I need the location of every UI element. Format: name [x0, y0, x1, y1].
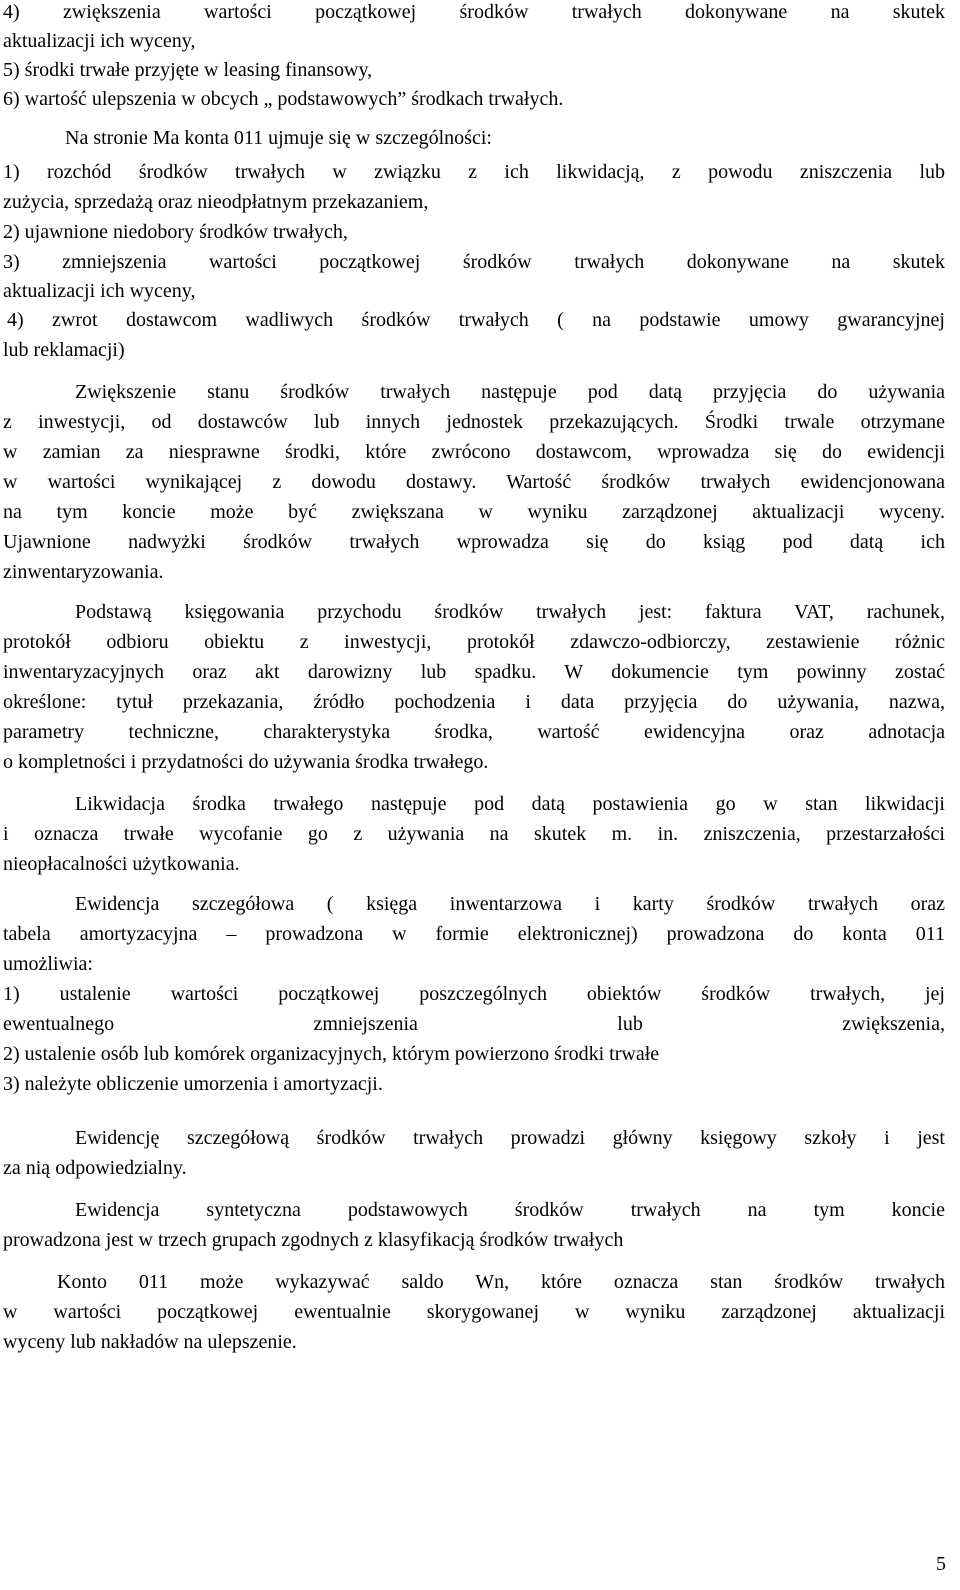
text-line: prowadzona jest w trzech grupach zgodnych z klasyfikacją środków trwałych — [3, 1229, 624, 1251]
text-line: o kompletności i przydatności do używania środka trwałego. — [3, 751, 489, 773]
text-line: Ewidencja szczegółowa ( księga inwentarzowa i karty środków trwałych oraz — [75, 893, 945, 915]
text-line: 6) wartość ulepszenia w obcych „ podstawowych” środkach trwałych. — [3, 88, 564, 110]
text-line: w zamian za niesprawne środki, które zwrócono dostawcom, wprowadza się do ewidencji — [3, 441, 945, 463]
text-line: 1) rozchód środków trwałych w związku z ich likwidacją, z powodu zniszczenia lub — [3, 161, 945, 183]
text-line: 5) środki trwałe przyjęte w leasing finansowy, — [3, 59, 373, 81]
text-line: 4) zwiększenia wartości początkowej środków trwałych dokonywane na skutek — [3, 1, 945, 23]
text-line: parametry techniczne, charakterystyka środka, wartość ewidencyjna oraz adnotacja — [3, 721, 945, 743]
text-line: protokół odbioru obiektu z inwestycji, protokół zdawczo-odbiorczy, zestawienie różnic — [3, 631, 945, 653]
text-line: ewentualnego zmniejszenia lub zwiększenia, — [3, 1013, 945, 1035]
text-line: w wartości wynikającej z dowodu dostawy. Wartość środków trwałych ewidencjonowana — [3, 471, 945, 493]
text-line: Podstawą księgowania przychodu środków trwałych jest: faktura VAT, rachunek, — [75, 601, 945, 623]
text-line: w wartości początkowej ewentualnie skorygowanej w wyniku zarządzonej aktualizacji — [3, 1301, 945, 1323]
text-line: z inwestycji, od dostawców lub innych jednostek przekazujących. Środki trwale otrzymane — [3, 411, 945, 433]
text-line: zinwentaryzowania. — [3, 561, 164, 583]
text-line: określone: tytuł przekazania, źródło pochodzenia i data przyjęcia do używania, nazwa, — [3, 691, 945, 713]
page-number: 5 — [936, 1553, 946, 1575]
text-line: wyceny lub nakładów na ulepszenie. — [3, 1331, 297, 1353]
text-line: Na stronie Ma konta 011 ujmuje się w szczególności: — [65, 127, 492, 149]
text-line: 3) zmniejszenia wartości początkowej środków trwałych dokonywane na skutek — [3, 251, 945, 273]
text-line: 3) należyte obliczenie umorzenia i amortyzacji. — [3, 1073, 383, 1095]
text-line: 4) zwrot dostawcom wadliwych środków trwałych ( na podstawie umowy gwarancyjnej — [7, 309, 945, 331]
text-line: inwentaryzacyjnych oraz akt darowizny lub spadku. W dokumencie tym powinny zostać — [3, 661, 945, 683]
text-line: Ujawnione nadwyżki środków trwałych wprowadza się do ksiąg pod datą ich — [3, 531, 945, 553]
text-line: zużycia, sprzedażą oraz nieodpłatnym przekazaniem, — [3, 191, 429, 213]
text-line: nieopłacalności użytkowania. — [3, 853, 240, 875]
text-line: Likwidacja środka trwałego następuje pod datą postawienia go w stan likwidacji — [75, 793, 945, 815]
text-line: i oznacza trwałe wycofanie go z używania na skutek m. in. zniszczenia, przestarzałości — [3, 823, 945, 845]
text-line: lub reklamacji) — [3, 339, 125, 361]
text-line: Konto 011 może wykazywać saldo Wn, które oznacza stan środków trwałych — [57, 1271, 945, 1293]
text-line: za nią odpowiedzialny. — [3, 1157, 187, 1179]
text-line: Ewidencję szczegółową środków trwałych prowadzi główny księgowy szkoły i jest — [75, 1127, 945, 1149]
text-line: tabela amortyzacyjna – prowadzona w formie elektronicznej) prowadzona do konta 011 — [3, 923, 945, 945]
text-line: aktualizacji ich wyceny, — [3, 30, 196, 52]
text-line: Zwiększenie stanu środków trwałych następuje pod datą przyjęcia do używania — [75, 381, 945, 403]
text-line: 1) ustalenie wartości początkowej poszczególnych obiektów środków trwałych, jej — [3, 983, 945, 1005]
text-line: 2) ustalenie osób lub komórek organizacyjnych, którym powierzono środki trwałe — [3, 1043, 660, 1065]
text-line: aktualizacji ich wyceny, — [3, 280, 196, 302]
text-line: 2) ujawnione niedobory środków trwałych, — [3, 221, 348, 243]
text-line: umożliwia: — [3, 953, 93, 975]
text-line: na tym koncie może być zwiększana w wyniku zarządzonej aktualizacji wyceny. — [3, 501, 945, 523]
text-line: Ewidencja syntetyczna podstawowych środków trwałych na tym koncie — [75, 1199, 945, 1221]
